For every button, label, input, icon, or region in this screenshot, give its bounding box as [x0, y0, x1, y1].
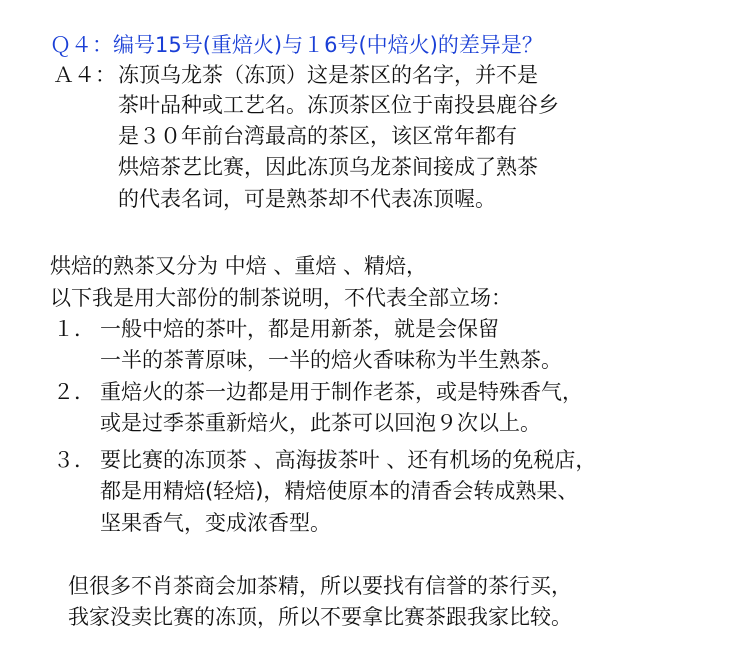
answer-line-2: 茶叶品种或工艺名。冻顶茶区位于南投县鹿谷乡 [118, 93, 559, 117]
answer-line-4: 烘焙茶艺比赛，因此冻顶乌龙茶间接成了熟茶 [118, 155, 538, 179]
intro-line-1: 烘焙的熟茶又分为 中焙 、重焙 、精焙， [50, 254, 428, 278]
list-item-1-number: １． [53, 317, 95, 341]
answer-line-5: 的代表名词，可是熟茶却不代表冻顶喔。 [118, 187, 496, 211]
list-item-1-line-1: 一般中焙的茶叶，都是用新茶，就是会保留 [100, 317, 499, 341]
closing-line-2: 我家没卖比赛的冻顶，所以不要拿比赛茶跟我家比较。 [68, 605, 572, 629]
list-item-2-line-2: 或是过季茶重新焙火，此茶可以回泡９次以上。 [100, 411, 541, 435]
list-item-2-number: ２． [53, 380, 95, 404]
answer-line-1: 冻顶乌龙茶（冻顶）这是茶区的名字，并不是 [118, 63, 538, 87]
list-item-3-line-2: 都是用精焙(轻焙)，精焙使原本的清香会转成熟果、 [100, 479, 579, 503]
list-item-3-line-1: 要比赛的冻顶茶 、高海拔茶叶 、还有机场的免税店， [100, 448, 597, 472]
list-item-1-line-2: 一半的茶菁原味，一半的焙火香味称为半生熟茶。 [100, 348, 562, 372]
answer-line-3: 是３０年前台湾最高的茶区，该区常年都有 [118, 124, 517, 148]
list-item-3-number: ３． [53, 448, 95, 472]
intro-line-2: 以下我是用大部份的制茶说明，不代表全部立场： [50, 286, 512, 310]
question-line: Ｑ４：编号15号(重焙火)与１6号(中焙火)的差异是？ [50, 33, 543, 57]
list-item-2-line-1: 重焙火的茶一边都是用于制作老茶，或是特殊香气， [100, 380, 583, 404]
closing-line-1: 但很多不肖茶商会加茶精，所以要找有信誉的茶行买， [68, 574, 572, 598]
answer-prefix: Ａ４： [53, 63, 116, 87]
list-item-3-line-3: 坚果香气，变成浓香型。 [100, 511, 331, 535]
